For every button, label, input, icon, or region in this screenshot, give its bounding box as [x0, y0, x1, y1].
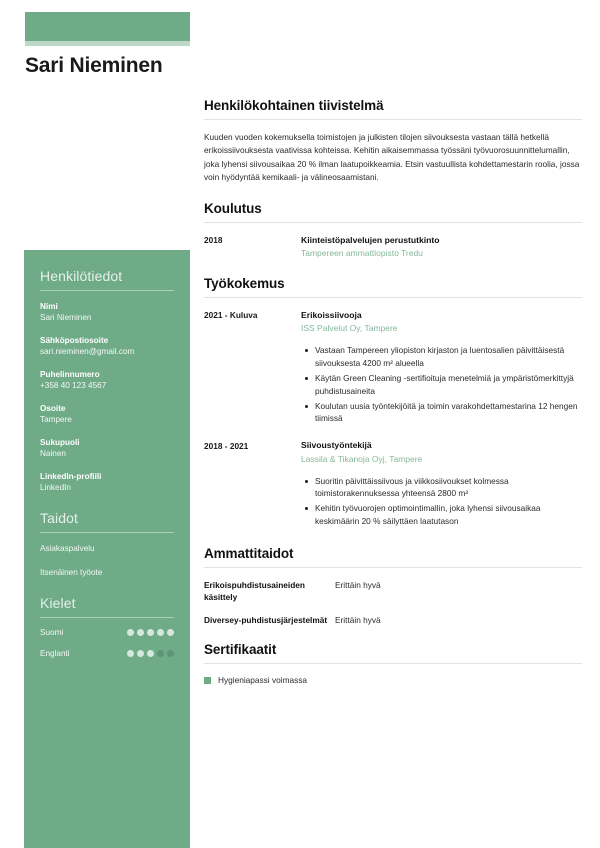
section-experience: [204, 276, 582, 530]
sidebar-field-value[interactable]: sari.nieminen@gmail.com: [40, 347, 135, 357]
list-item: Suoritin päivittäissiivous ja viikkosiivoukset kolmessa toimistorakennuksessa yhteensä 2800 m²: [301, 475, 582, 501]
list-item: Vastaan Tampereen yliopiston kirjaston ja luentosalien päivittäisestä siivouksesta 4200 m² alueella: [301, 344, 582, 370]
section-divider: [204, 297, 582, 298]
rating-dot-filled: [147, 650, 154, 657]
sidebar-heading-languages: Kielet: [40, 594, 76, 611]
sidebar-field-linkedin: [40, 471, 174, 494]
section-divider: [204, 567, 582, 568]
rating-dot-filled: [147, 629, 154, 636]
header-accent-block: [25, 12, 190, 41]
list-item: Kehitin työvuorojen optimointimallin, joka lyhensi siivousaikaa keskimäärin 20 % säilyttäen laatutason: [301, 502, 582, 528]
list-item: [40, 649, 174, 658]
entry-date: 2018: [204, 235, 223, 246]
section-divider: [204, 119, 582, 120]
section-divider: [204, 222, 582, 223]
sidebar-heading-skills: Taidot: [40, 509, 78, 526]
language-rating: [127, 629, 174, 636]
skill-name: Diversey-puhdistusjärjestelmät: [204, 614, 328, 625]
list-item: Itsenäinen työote: [40, 568, 103, 578]
sidebar-field-address: [40, 403, 174, 426]
summary-text: Kuuden vuoden kokemuksella toimistojen ja julkisten tilojen siivouksesta vastaan tällä hetkellä erikoissiivouksesta vaativissa kohteissa. Kehitin aikaisemmassa työssäni työvuorosuunnittelumallin, joka lyhensi siivousaikaa 20 % ilman laatupoikkeamia. Etsin vastuullista kohdettamestarin roolia, jossa voin hyödyntää kemikaali- ja välineosaamistani.: [204, 132, 580, 183]
professional-skill-row: [204, 614, 582, 626]
language-name: Suomi: [40, 627, 64, 637]
section-professional-skills: [204, 546, 582, 626]
entry-bullets: [301, 344, 582, 425]
sidebar-field-value: Nainen: [40, 448, 66, 458]
sidebar-field-label: LinkedIn-profiili: [40, 471, 102, 481]
entry-title: Siivoustyöntekijä: [301, 440, 372, 451]
entry-organization: ISS Palvelut Oy, Tampere: [301, 323, 398, 334]
language-rating: [127, 650, 174, 657]
rating-dot-filled: [137, 650, 144, 657]
rating-dot-filled: [157, 629, 164, 636]
section-title: Henkilökohtainen tiivistelmä: [204, 98, 384, 113]
section-title: Työkokemus: [204, 275, 285, 291]
sidebar-divider: [40, 290, 174, 291]
section-certificates: [204, 642, 582, 687]
header-accent-strip: [25, 41, 190, 46]
entry-body: [301, 234, 582, 260]
entry-body: [301, 439, 582, 530]
entry-organization: Tampereen ammattiopisto Tredu: [301, 248, 423, 259]
sidebar-field-nimi: [40, 301, 174, 324]
entry-body: [301, 309, 582, 427]
rating-dot-filled: [127, 650, 134, 657]
sidebar-field-label: Puhelinnumero: [40, 369, 100, 379]
entry-date: 2018 - 2021: [204, 440, 249, 451]
sidebar-field-value[interactable]: LinkedIn: [40, 482, 71, 492]
sidebar-section-personal: [40, 268, 174, 494]
section-summary: [204, 98, 582, 185]
square-bullet-icon: [204, 677, 211, 684]
skill-level: Erittäin hyvä: [335, 614, 381, 625]
sidebar-field-email: [40, 335, 174, 358]
sidebar-divider: [40, 617, 174, 618]
main-content: [204, 98, 582, 703]
sidebar-divider: [40, 532, 174, 533]
list-item: [40, 628, 174, 637]
rating-dot-empty: [167, 650, 174, 657]
sidebar-heading-personal: Henkilötiedot: [40, 268, 123, 284]
section-title: Ammattitaidot: [204, 545, 294, 561]
sidebar-field-label: Sähköpostiosoite: [40, 335, 109, 345]
sidebar-field-label: Osoite: [40, 403, 66, 413]
sidebar-section-skills: [40, 510, 174, 579]
language-name: Englanti: [40, 648, 70, 658]
section-divider: [204, 663, 582, 664]
entry-title: Kiinteistöpalvelujen perustutkinto: [301, 234, 440, 245]
list-item: Käytän Green Cleaning -sertifioituja menetelmiä ja ympäristömerkittyjä puhdistusaineita: [301, 372, 582, 398]
certificate-item: [204, 675, 582, 687]
sidebar-field-label: Nimi: [40, 302, 58, 311]
sidebar-field-gender: [40, 437, 174, 460]
entry-bullets: [301, 475, 582, 528]
section-education: [204, 201, 582, 260]
sidebar-section-languages: [40, 595, 174, 658]
rating-dot-filled: [127, 629, 134, 636]
skill-level: Erittäin hyvä: [335, 579, 381, 590]
sidebar-field-value: Sari Nieminen: [40, 313, 92, 323]
sidebar: [24, 250, 190, 848]
rating-dot-filled: [167, 629, 174, 636]
professional-skill-row: [204, 579, 582, 603]
certificate-label: Hygieniapassi voimassa: [218, 675, 308, 685]
entry-title: Erikoissiivooja: [301, 309, 362, 320]
skill-name: Erikoispuhdistusaineiden käsittely: [204, 579, 305, 602]
sidebar-field-value: +358 40 123 4567: [40, 380, 107, 390]
experience-entry: [204, 439, 582, 530]
entry-date: 2021 - Kuluva: [204, 310, 258, 321]
page-title: Sari Nieminen: [25, 54, 163, 77]
list-item: Asiakaspalvelu: [40, 543, 95, 553]
education-entry: [204, 234, 582, 260]
entry-organization: Lassila & Tikanoja Oyj, Tampere: [301, 453, 423, 464]
section-title: Koulutus: [204, 200, 262, 216]
rating-dot-empty: [157, 650, 164, 657]
sidebar-field-phone: [40, 369, 174, 392]
section-title: Sertifikaatit: [204, 642, 277, 657]
experience-entry: [204, 309, 582, 427]
sidebar-field-label: Sukupuoli: [40, 437, 80, 447]
rating-dot-filled: [137, 629, 144, 636]
list-item: Koulutan uusia työntekijöitä ja toimin varakohdettamestarina 12 hengen tiimissä: [301, 400, 582, 426]
sidebar-field-value: Tampere: [40, 414, 72, 424]
